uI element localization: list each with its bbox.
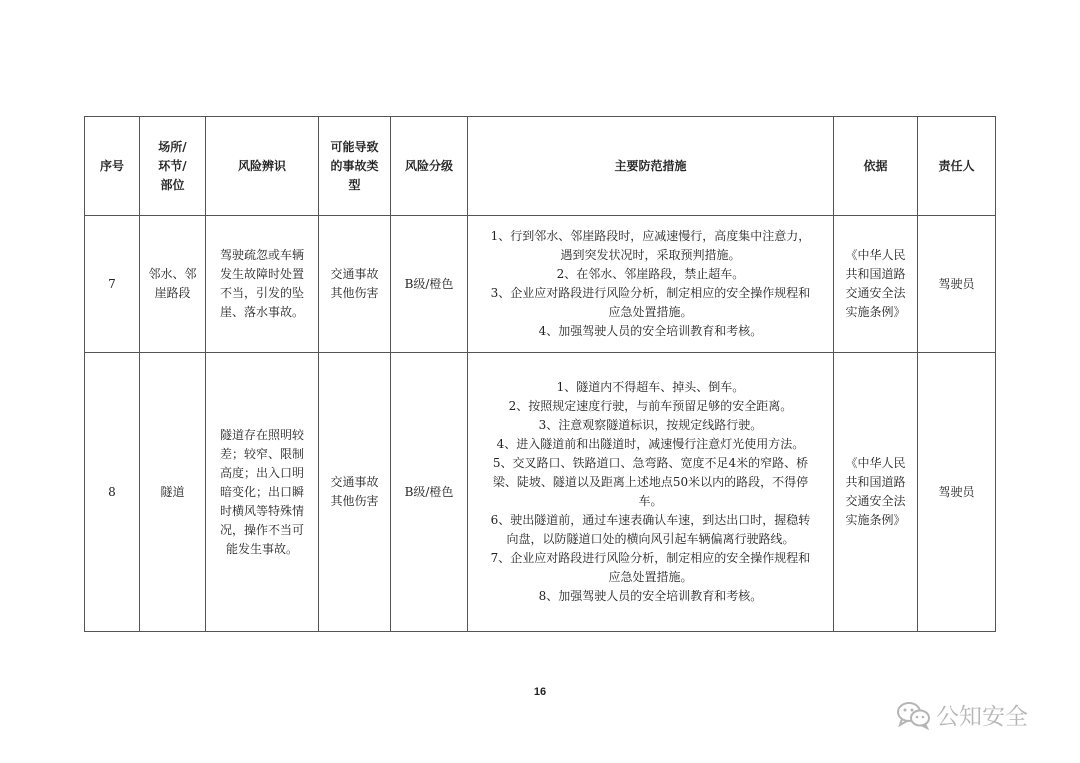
header-accident-type: 可能导致 的事故类 型 (319, 117, 391, 216)
table-row (85, 353, 996, 632)
cell-accident-type: 交通事故 其他伤害 (319, 216, 391, 353)
cell-person: 驾驶员 (918, 353, 996, 632)
cell-measures: 1、行到邻水、邻崖路段时，应减速慢行，高度集中注意力， 遇到突发状况时，采取预判措施。 2、在邻水、邻崖路段，禁止超车。 3、企业应对路段进行风险分析，制定相应的安全操作规程和 应急处置措施。 4、加强驾驶人员的安全培训教育和考核。 (468, 216, 834, 353)
header-no: 序号 (85, 117, 140, 216)
header-risk: 风险辨识 (206, 117, 319, 216)
cell-measures: 1、隧道内不得超车、掉头、倒车。 2、按照规定速度行驶，与前车预留足够的安全距离。 3、注意观察隧道标识，按规定线路行驶。 4、进入隧道前和出隧道时，减速慢行注意灯光使用方法。 5、交叉路口、铁路道口、急弯路、宽度不足4米的窄路、桥 梁、陡坡、隧道以及距离上述地点50米以内的路段，不得停 车。 6、驶出隧道前，通过车速表确认车速，到达出口时，握稳转 向盘，以防隧道口处的横向风引起车辆偏离行驶路线。 7、企业应对路段进行风险分析，制定相应的安全操作规程和 应急处置措施。 8、加强驾驶人员的安全培训教育和考核。 (468, 353, 834, 632)
cell-risk-level: B级/橙色 (391, 353, 468, 632)
header-row (85, 117, 996, 216)
header-basis: 依据 (834, 117, 918, 216)
wechat-icon (896, 700, 932, 730)
cell-basis: 《中华人民 共和国道路 交通安全法 实施条例》 (834, 216, 918, 353)
cell-accident-type: 交通事故 其他伤害 (319, 353, 391, 632)
cell-no: 7 (85, 216, 140, 353)
cell-risk-level: B级/橙色 (391, 216, 468, 353)
cell-location: 隧道 (140, 353, 206, 632)
page-number: 16 (533, 686, 547, 698)
risk-table (84, 116, 996, 632)
cell-basis: 《中华人民 共和国道路 交通安全法 实施条例》 (834, 353, 918, 632)
cell-risk: 驾驶疏忽或车辆 发生故障时处置 不当，引发的坠 崖、落水事故。 (206, 216, 319, 353)
header-risk-level: 风险分级 (391, 117, 468, 216)
table-row (85, 216, 996, 353)
watermark (896, 698, 1028, 731)
header-person: 责任人 (918, 117, 996, 216)
watermark-text: 公知安全 (936, 704, 1028, 730)
cell-location: 邻水、邻 崖路段 (140, 216, 206, 353)
header-measures: 主要防范措施 (468, 117, 834, 216)
cell-no: 8 (85, 353, 140, 632)
header-location: 场所/ 环节/ 部位 (140, 117, 206, 216)
cell-person: 驾驶员 (918, 216, 996, 353)
cell-risk: 隧道存在照明较 差；较窄、限制 高度；出入口明 暗变化；出口瞬 时横风等特殊情 况，操作不当可 能发生事故。 (206, 353, 319, 632)
